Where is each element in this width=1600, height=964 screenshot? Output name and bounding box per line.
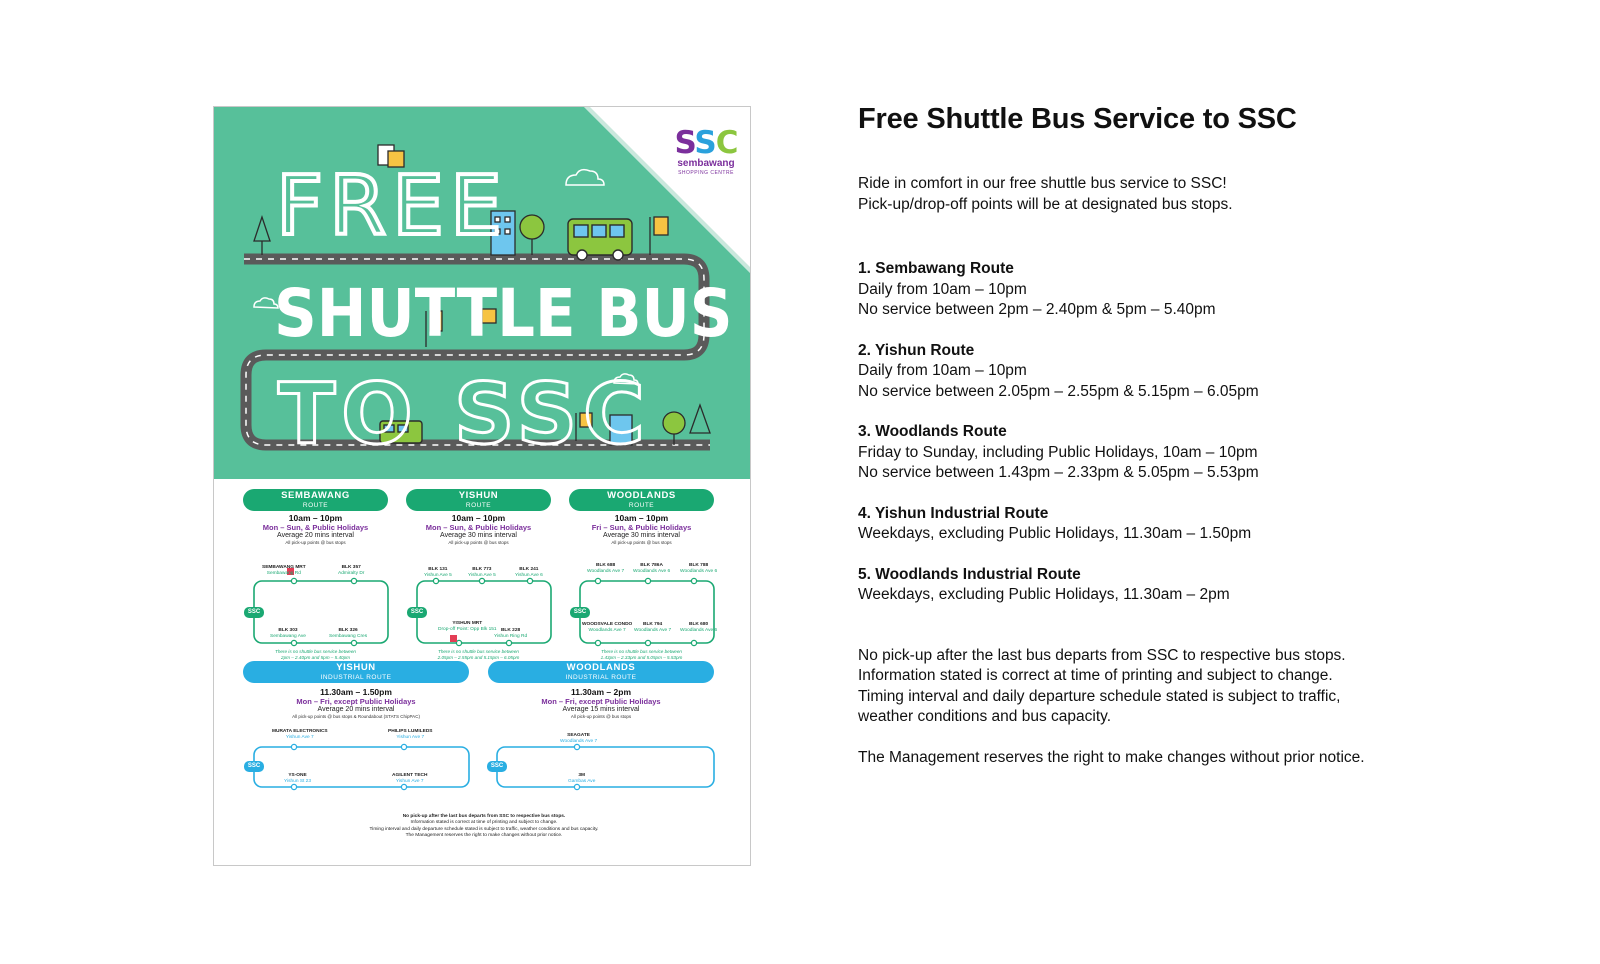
hero-word-shuttle-bus: SHUTTLE BUS xyxy=(274,275,733,352)
intro-line: Ride in comfort in our free shuttle bus service to SSC! xyxy=(858,175,1227,192)
route-card-yishun: 10am – 10pm Mon – Sun, & Public Holidays Average 30 mins interval All pick-up points @ bus stops xyxy=(425,513,532,545)
stop-label: BLK 680 Woodlands Ave 6 xyxy=(680,622,718,633)
stop-label: WOODSVALE CONDO Woodlands Ave 7 xyxy=(582,622,633,633)
no-service-note: There is no shuttle bus service between 1.43pm – 2.33pm and 5.05pm – 5.53pm xyxy=(600,649,683,660)
ssc-marker: SSC xyxy=(407,607,427,618)
service-notes: No pick-up after the last bus departs from SSC to respective bus stops. Information stated is correct at time of printing and subject to change. Timing interval and daily departure schedule stated is subject to traffic, weather conditions and bus capacity. xyxy=(858,646,1346,725)
page-title: Free Shuttle Bus Service to SSC xyxy=(858,103,1297,135)
stop-label: BLK 786A Woodlands Ave 6 xyxy=(633,563,671,574)
stop-label: 3M Gambas Ave xyxy=(568,773,596,784)
route-header-yishun: YISHUN ROUTE xyxy=(406,489,551,511)
route-card-woodlands-industrial: 11.30am – 2pm Mon – Fri, except Public Holidays Average 15 mins interval All pick-up points @ bus stops xyxy=(541,687,661,719)
stop-label: BLK 773 Yishun Ave 5 xyxy=(468,567,496,578)
no-service-note: There is no shuttle bus service between 2.05pm – 2.55pm and 5.15pm – 6.05pm xyxy=(437,649,520,660)
stop-label: BLK 228 Yishun Ring Rd xyxy=(494,628,528,639)
stop-label: BLK 241 Yishun Ave 6 xyxy=(515,567,543,578)
no-service-note: There is no shuttle bus service between 2pm – 2.40pm and 5pm – 5.40pm xyxy=(275,649,356,660)
route-info-yishun-industrial: 4. Yishun Industrial Route Weekdays, excluding Public Holidays, 11.30am – 1.50pm xyxy=(858,504,1252,542)
stop-label: PHILIPS LUMILEDS Yishun Ave 7 xyxy=(388,729,433,740)
stop-label: BLK 303 Sembawang Ave xyxy=(270,628,306,639)
poster-footer: No pick-up after the last bus departs from SSC to respective bus stops. Information stated is correct at time of printing and subject to change. Timing interval and daily departure schedule stated is subject to traffic, weather conditions and bus capacity. The Management reserves the right to make changes without prior notice. xyxy=(369,814,599,838)
stop-label: SEMBAWANG MRT Sembawang Rd xyxy=(262,565,306,576)
route-header-woodlands-industrial: WOODLANDS INDUSTRIAL ROUTE xyxy=(488,661,714,683)
route-header-woodlands: WOODLANDS ROUTE xyxy=(569,489,714,511)
stop-label: BLK 794 Woodlands Ave 7 xyxy=(634,622,672,633)
shuttle-bus-poster xyxy=(213,106,751,866)
stop-label: YS-ONE Yishun St 23 xyxy=(284,773,312,784)
stop-label: MURATA ELECTRONICS Yishun Ave 7 xyxy=(272,729,328,740)
hero-word-to-ssc: TO SSC xyxy=(278,365,651,463)
route-card-yishun-industrial: 11.30am – 1.50pm Mon – Fri, except Public Holidays Average 20 mins interval All pick-up points @ bus stops & Roundabout (STATS ChipPAC) xyxy=(292,687,420,719)
stop-label: BLK 131 Yishun Ave 5 xyxy=(424,567,452,578)
route-info-woodlands: 3. Woodlands Route Friday to Sunday, including Public Holidays, 10am – 10pm No service between 1.43pm – 2.33pm & 5.05pm – 5.53pm xyxy=(858,423,1259,481)
ssc-marker: SSC xyxy=(487,761,507,772)
ssc-marker: SSC xyxy=(244,761,264,772)
intro-line: Pick-up/drop-off points will be at designated bus stops. xyxy=(858,195,1233,213)
stop-label: AGILENT TECH Yishun Ave 7 xyxy=(392,773,428,784)
stop-label: SEAGATE Woodlands Ave 7 xyxy=(560,733,598,744)
stop-label: BLK 688 Woodlands Ave 7 xyxy=(587,563,625,574)
disclaimer: The Management reserves the right to make changes without prior notice. xyxy=(858,748,1365,766)
ssc-logo: SSC sembawang SHOPPING CENTRE xyxy=(674,125,738,176)
ssc-marker: SSC xyxy=(570,607,590,618)
stop-label: BLK 326 Sembawang Cres xyxy=(329,628,368,639)
stop-label: YISHUN MRT Drop-off Point: Opp Blk 151 xyxy=(438,621,497,632)
stop-label: BLK 357 Admiralty Dr xyxy=(338,565,365,576)
route-card-sembawang: 10am – 10pm Mon – Sun, & Public Holidays Average 20 mins interval All pick-up points @ bus stops xyxy=(262,513,369,545)
route-header-yishun-industrial: YISHUN INDUSTRIAL ROUTE xyxy=(243,661,469,683)
route-card-woodlands: 10am – 10pm Fri – Sun, & Public Holidays Average 30 mins interval All pick-up points @ bus stops xyxy=(591,513,692,545)
stop-label: BLK 788 Woodlands Ave 6 xyxy=(680,563,718,574)
route-info-sembawang: 1. Sembawang Route Daily from 10am – 10pm No service between 2pm – 2.40pm & 5pm – 5.40pm xyxy=(858,260,1216,318)
ssc-marker: SSC xyxy=(244,607,264,618)
route-info-woodlands-industrial: 5. Woodlands Industrial Route Weekdays, excluding Public Holidays, 11.30am – 2pm xyxy=(858,565,1230,603)
hero-word-free: FREE xyxy=(276,159,508,254)
route-loops xyxy=(214,107,750,865)
service-info xyxy=(858,100,1578,768)
route-info-yishun: 2. Yishun Route Daily from 10am – 10pm No service between 2.05pm – 2.55pm & 5.15pm – 6.05pm xyxy=(858,341,1259,400)
route-header-sembawang: SEMBAWANG ROUTE xyxy=(243,489,388,511)
